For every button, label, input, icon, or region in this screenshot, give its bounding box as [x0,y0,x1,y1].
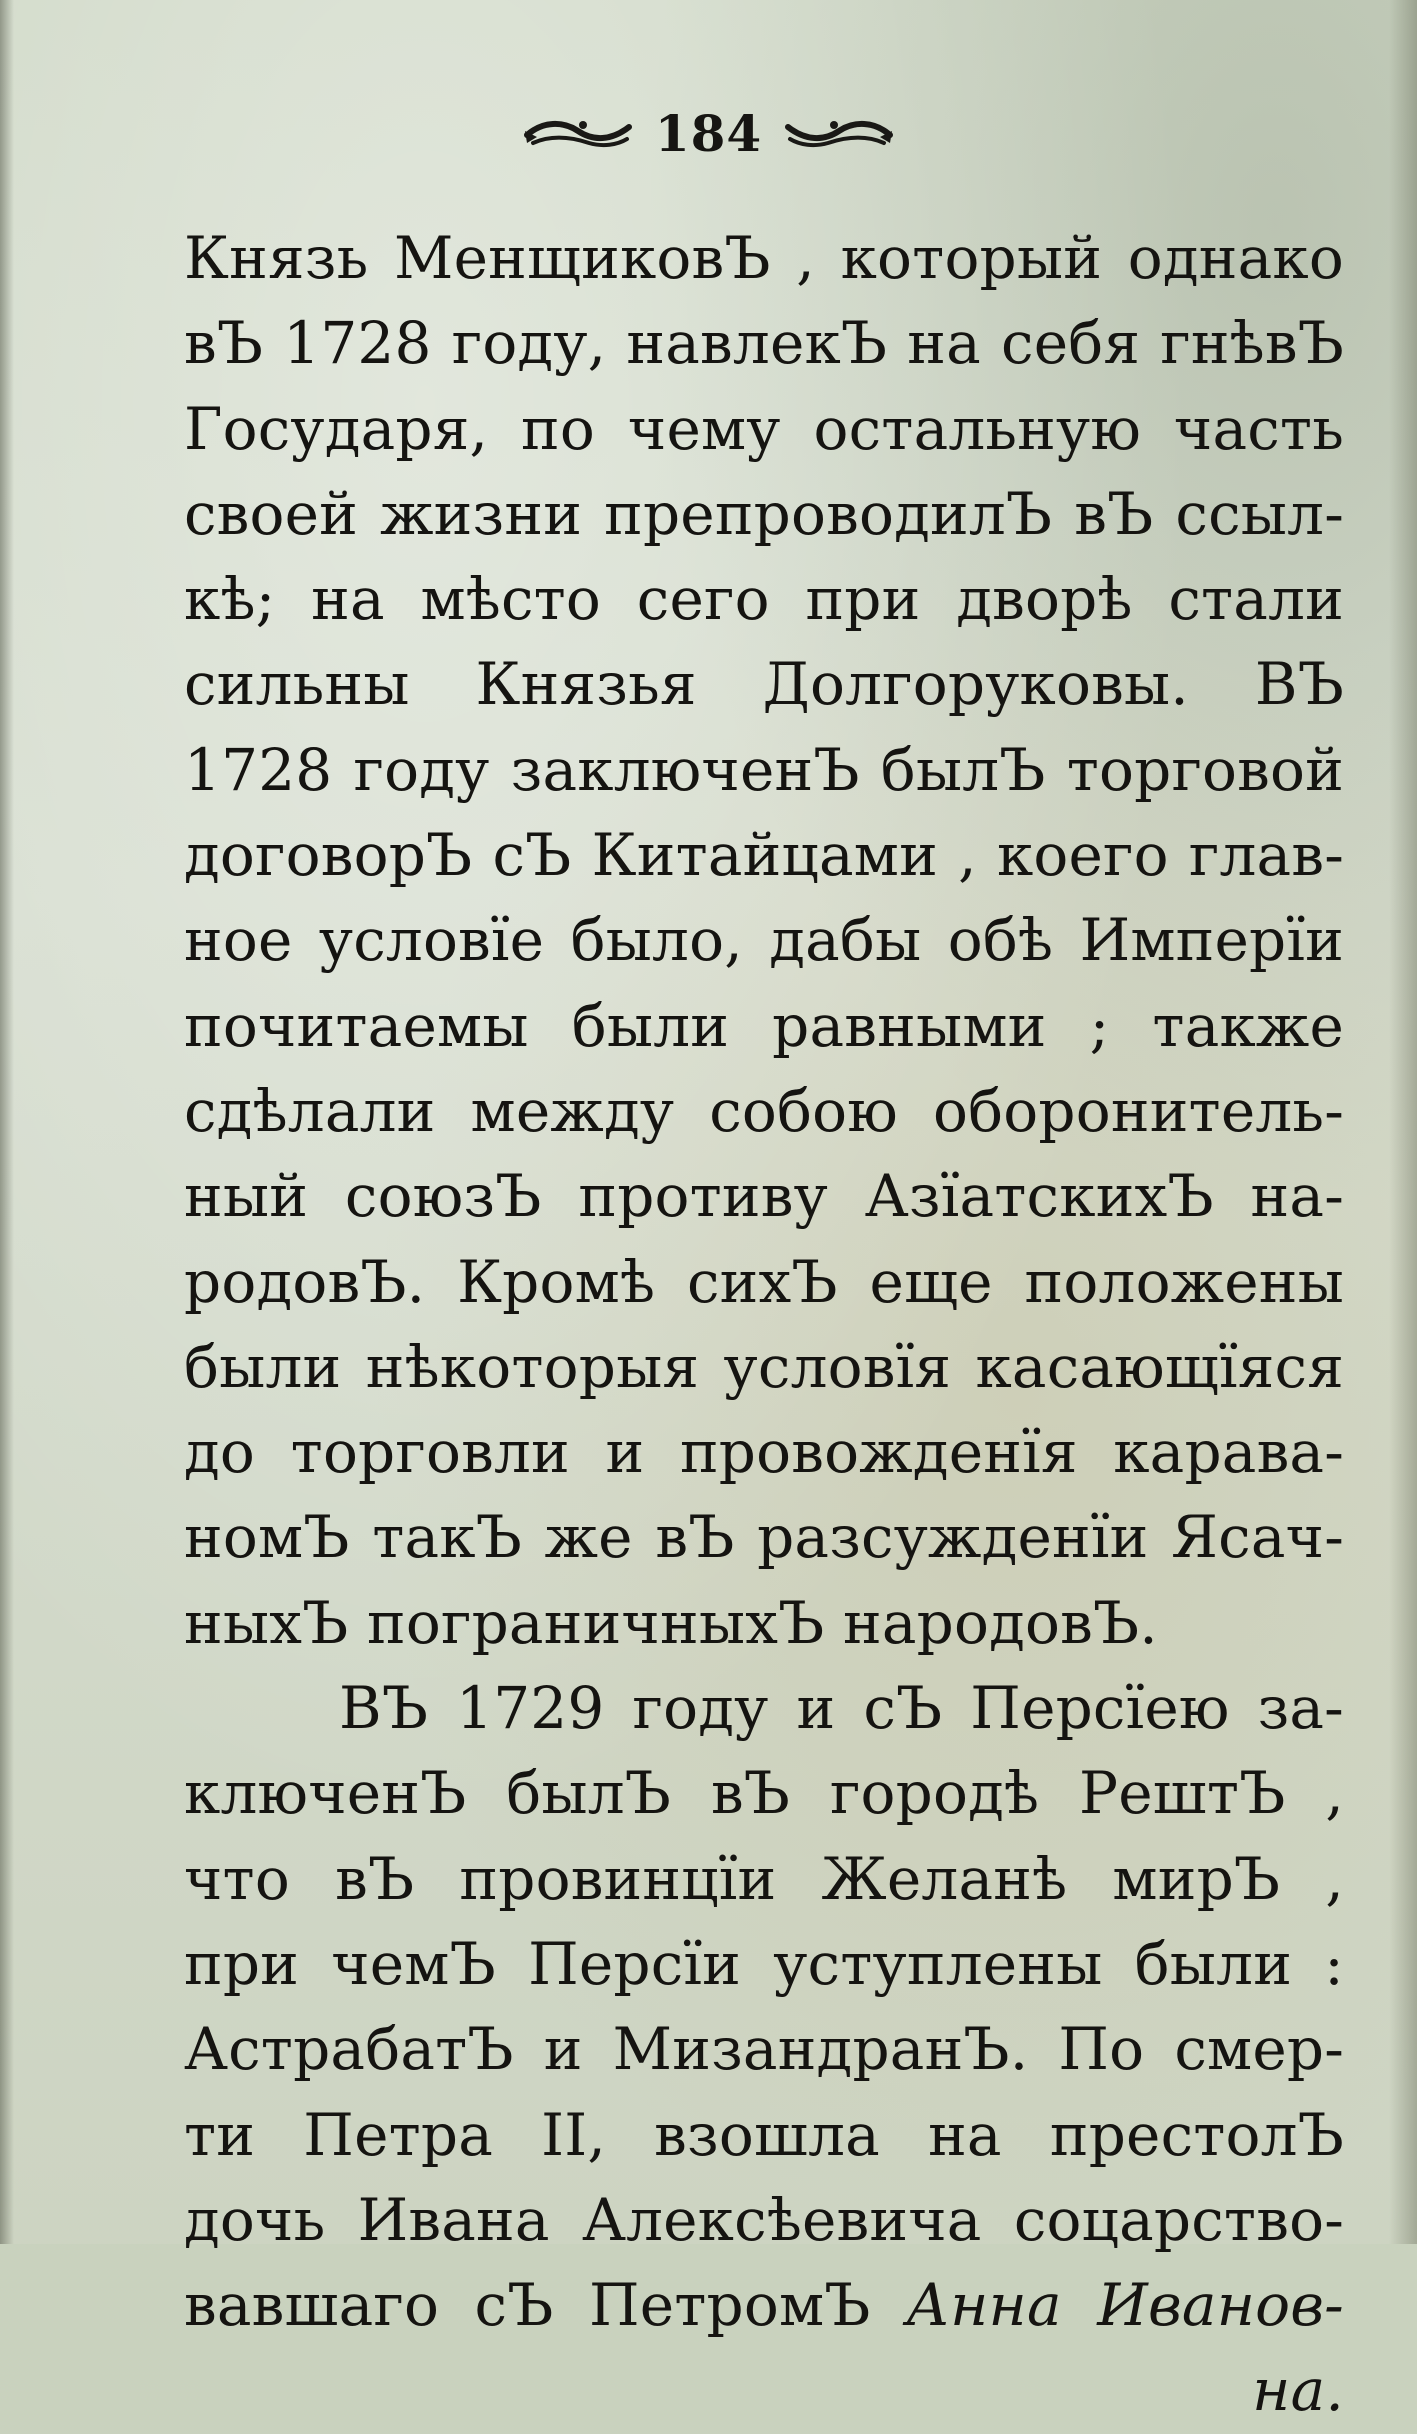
catchword-line: на. [1252,2356,1344,2425]
text-line: почитаемы были равными ; также [184,991,1344,1060]
paragraph-end-line: ныхЪ пограничныхЪ народовЪ. [184,1588,1158,1657]
text-line: что вЪ провинцїи Желанѣ мирЪ , [184,1844,1344,1913]
text-line: кѣ; на мѣсто сего при дворѣ стали [184,565,1344,634]
italic-name: Анна Иванов- [906,2271,1344,2340]
text-line: 1728 году заключенЪ былЪ торговой [184,735,1344,804]
text-line: АстрабатЪ и МизандранЪ. По смер- [184,2015,1344,2084]
text-line: Князь МенщиковЪ , который однако [184,224,1344,292]
text-line: при чемЪ Персїи уступлены были : [184,1929,1344,1998]
text-line: сильны Князья Долгоруковы. ВЪ [184,650,1344,719]
text-line: номЪ такЪ же вЪ разсужденїи Ясач- [184,1503,1344,1572]
text-line-with-name [184,2263,1344,2348]
text-line: дочь Ивана Алексѣевича соцарство- [184,2185,1344,2254]
page-header [0,103,1417,163]
text-line: ное условїе было, дабы обѣ Имперїи [184,906,1344,975]
text-line: своей жизни препроводилЪ вЪ ссыл- [184,479,1344,548]
body-text [184,216,1344,2434]
text-line: договорЪ сЪ Китайцами , коего глав- [184,821,1344,890]
text-line: Государя, по чему остальную часть [184,394,1344,463]
page-number: 184 [654,103,763,163]
text-line: ти Петра II, взошла на престолЪ [184,2100,1344,2169]
left-ornament-icon [523,113,633,153]
right-ornament-icon [784,113,894,153]
text-segment: вавшаго сЪ ПетромЪ [184,2271,871,2340]
text-line: ный союзЪ противу АзїатскихЪ на- [184,1162,1344,1231]
text-line: сдѣлали между собою оборонитель- [184,1076,1344,1145]
text-line: ключенЪ былЪ вЪ городѣ РештЪ , [184,1759,1344,1828]
text-line: вЪ 1728 году, навлекЪ на себя гнѣвЪ [184,309,1344,378]
text-line: родовЪ. Кромѣ сихЪ еще положены [184,1247,1344,1316]
text-line: до торговли и провожденїя карава- [184,1418,1344,1487]
text-line: были нѣкоторыя условїя касающїяся [184,1332,1344,1401]
paragraph-start-line: ВЪ 1729 году и сЪ Персїею за- [339,1674,1344,1743]
